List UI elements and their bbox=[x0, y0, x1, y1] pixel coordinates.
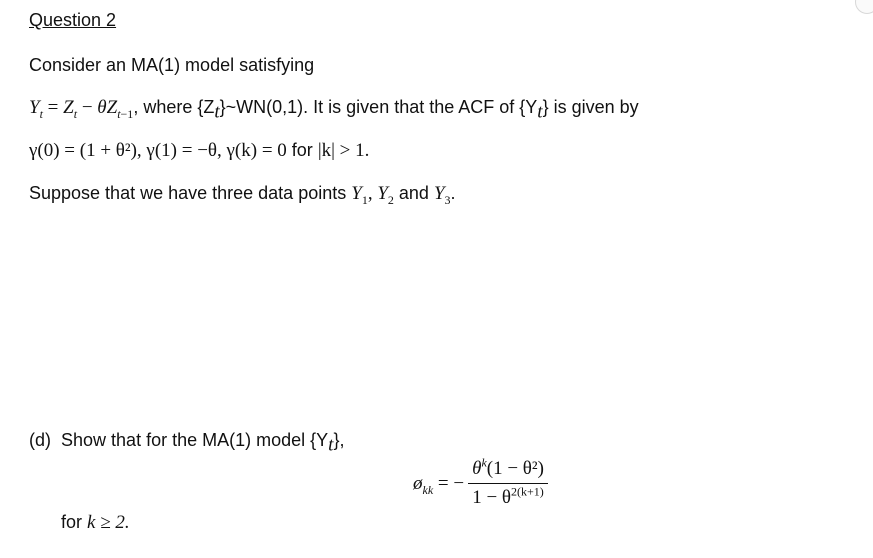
pacf-denominator: $1 - \theta^{2(k+1)}$ bbox=[472, 484, 544, 508]
pacf-equals: = − bbox=[437, 472, 465, 494]
pacf-numerator: $\theta^k(1 - \theta^2)$ bbox=[468, 458, 548, 484]
white-noise-text: }~WN(0,1). It is given that the ACF of {Y bbox=[219, 97, 538, 117]
y-subscript: t bbox=[537, 101, 543, 123]
acf-formula: γ(0) = (1 + θ²), γ(1) = −θ, γ(k) = 0 bbox=[29, 140, 287, 161]
pacf-fraction bbox=[468, 455, 548, 509]
data-points-text: Suppose that we have three data points bbox=[29, 183, 352, 203]
model-equation-line bbox=[29, 97, 639, 123]
pacf-formula bbox=[413, 455, 548, 509]
intro-text: Consider an MA(1) model satisfying bbox=[29, 55, 315, 75]
part-d-text-end: }, bbox=[333, 430, 345, 450]
condition-text: k ≥ 2. bbox=[87, 512, 130, 533]
acf-for-word: for bbox=[291, 140, 313, 160]
data-points-y1-y2: $Y_1$, $Y_2$ bbox=[351, 183, 394, 207]
data-points-and: and bbox=[393, 183, 434, 203]
data-points-line bbox=[29, 183, 456, 205]
condition-line bbox=[61, 512, 130, 534]
where-text: , where {Z bbox=[133, 97, 215, 117]
part-d-subscript: t bbox=[328, 434, 334, 456]
part-d-line bbox=[29, 430, 345, 456]
part-d-label: (d) bbox=[29, 430, 51, 450]
z-subscript: t bbox=[214, 101, 220, 123]
model-equation: $Y_t = Z_t - \theta Z_{t-1}$ bbox=[29, 97, 134, 121]
window-corner-button bbox=[855, 0, 873, 14]
acf-intro-end: } is given by bbox=[542, 97, 639, 117]
data-points-y3: $Y_3$ bbox=[433, 183, 451, 207]
condition-for: for bbox=[61, 512, 83, 532]
acf-condition: |k| > 1. bbox=[317, 140, 370, 161]
acf-line bbox=[29, 140, 369, 162]
part-d-text: Show that for the MA(1) model {Y bbox=[61, 430, 329, 450]
data-points-end: . bbox=[450, 183, 456, 203]
pacf-lhs: $ø_{kk}$ bbox=[413, 472, 434, 497]
question-title: Question 2 bbox=[29, 10, 117, 30]
